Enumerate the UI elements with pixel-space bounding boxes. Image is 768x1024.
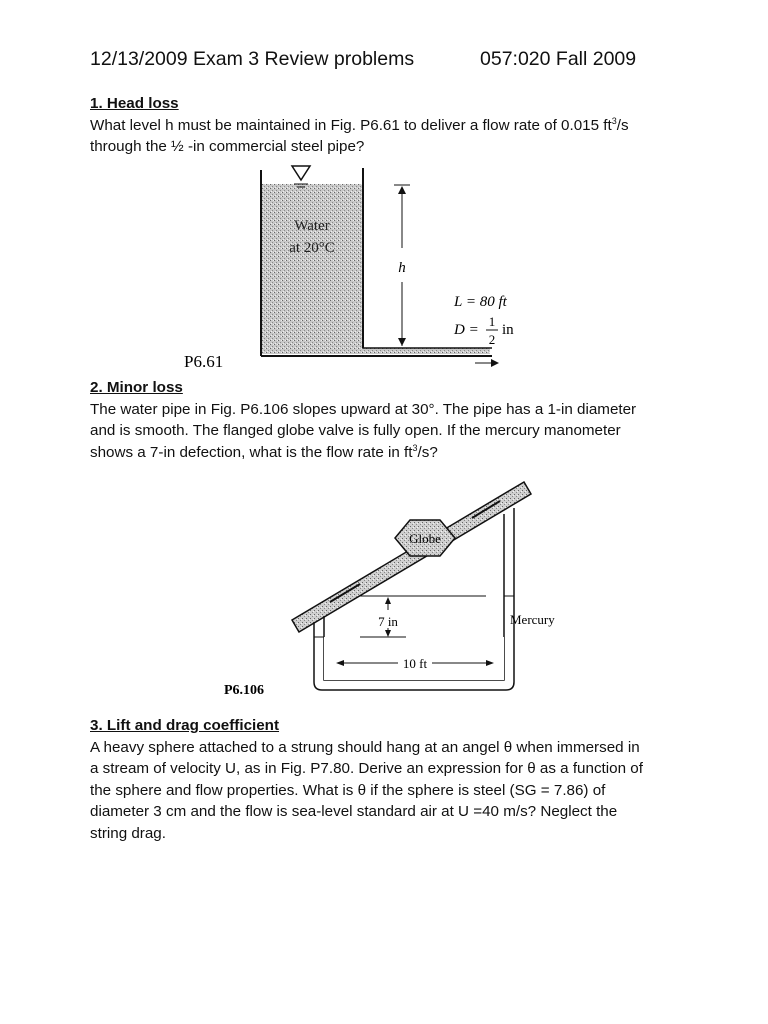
problem-3-text-line-1: A heavy sphere attached to a strung should hang at an angel θ when immersed in (90, 738, 640, 756)
diameter-unit: in (502, 322, 514, 338)
h-label: h (398, 260, 406, 276)
problem-3-text-line-5: string drag. (90, 824, 166, 842)
tank-water (262, 184, 362, 354)
mercury-label: Mercury (510, 612, 555, 627)
problem-2-heading: 2. Minor loss (90, 379, 183, 396)
pipe-water (362, 348, 490, 354)
figure-p6-61 (170, 160, 530, 375)
figure-p6-106 (210, 470, 555, 705)
length-label-10ft: 10 ft (402, 656, 428, 671)
length-label: L = 80 ft (454, 294, 507, 310)
problem-3-heading: 3. Lift and drag coefficient (90, 717, 280, 734)
deflection-label: 7 in (378, 614, 398, 629)
problem-2-text-line-1: The water pipe in Fig. P6.106 slopes upward at 30°. The pipe has a 1-in diameter (90, 400, 637, 418)
problem-2-text-line-2: and is smooth. The flanged globe valve is fully open. If the mercury manometer (90, 422, 621, 439)
problem-1-text-line-1: What level h must be maintained in Fig. P6.61 to deliver a flow rate of 0.015 $ft^3/s$ (90, 115, 629, 134)
problem-3-text-line-2: a stream of velocity U, as in Fig. P7.80. Derive an expression for θ as a function of (90, 760, 643, 777)
problem-1 (90, 93, 690, 158)
problem-1-text-line-2: through the ½ -in commercial steel pipe? (90, 138, 365, 155)
problem-3-text-line-3: the sphere and flow properties. What is θ if the sphere is steel (SG = 7.86) of (90, 781, 606, 799)
free-surface-icon (292, 166, 310, 180)
header-course: 057:020 Fall 2009 (480, 48, 637, 70)
problem-2-text-line-3: shows a 7-in defection, what is the flow rate in $ft^3/s$? (90, 442, 438, 461)
figure-label-p6-61: P6.61 (184, 352, 224, 371)
problem-3 (90, 715, 678, 844)
figure-label-p6-106: P6.106 (224, 683, 265, 698)
valve-label: Globe (409, 531, 441, 546)
problem-3-text-line-4: diameter 3 cm and the flow is sea-level standard air at U =40 m/s? Neglect the (90, 803, 618, 820)
problem-2 (90, 377, 690, 463)
fluid-label-line-2: at 20°C (289, 240, 335, 256)
header-title: 12/13/2009 Exam 3 Review problems (90, 48, 415, 70)
diameter-denominator: 2 (488, 332, 496, 347)
fluid-label-line-1: Water (294, 218, 330, 234)
diameter-numerator: 1 (488, 314, 496, 329)
diameter-label: D = (454, 322, 479, 338)
problem-1-heading: 1. Head loss (90, 95, 179, 112)
